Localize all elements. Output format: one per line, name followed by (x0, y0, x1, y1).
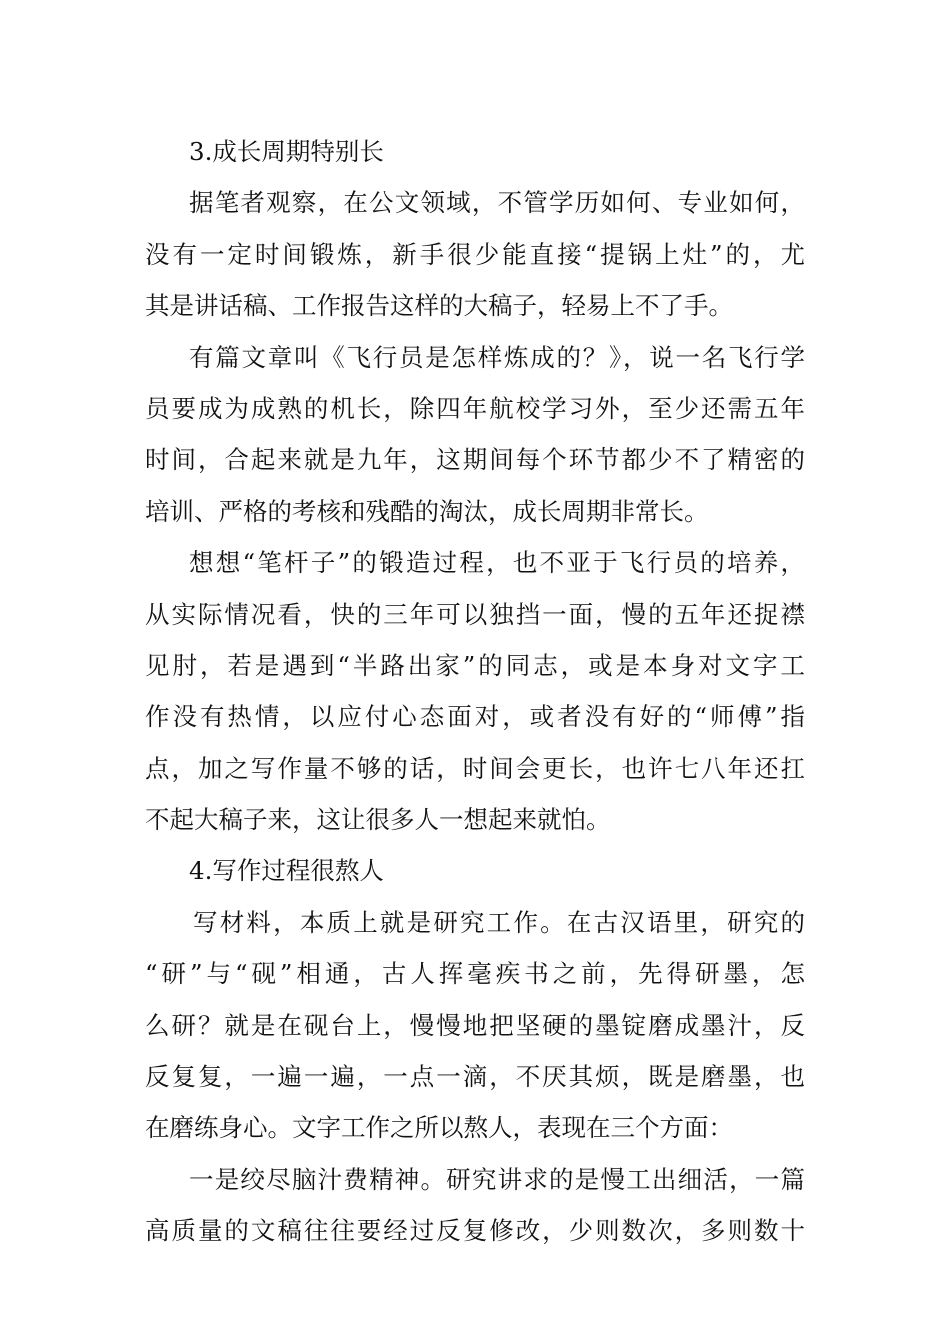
paragraph-line: “研”与“砚”相通，古人挥毫疾书之前，先得研墨，怎 (145, 959, 805, 989)
paragraph-line: 么研？就是在砚台上，慢慢地把坚硬的墨锭磨成墨汁，反 (145, 1010, 805, 1040)
document-body (145, 126, 805, 1257)
paragraph-line: 作没有热情，以应付心态面对，或者没有好的“师傅”指 (145, 702, 805, 732)
paragraph-line: 反复复，一遍一遍，一点一滴，不厌其烦，既是磨墨，也 (145, 1062, 805, 1092)
paragraph-line: 不起大稿子来，这让很多人一想起来就怕。 (145, 805, 611, 835)
paragraph-line: 一是绞尽脑汁费精神。研究讲求的是慢工出细活，一篇 (189, 1164, 805, 1194)
section-heading-4: 4.写作过程很熬人 (189, 856, 384, 886)
paragraph-line: 时间，合起来就是九年，这期间每个环节都少不了精密的 (145, 445, 805, 475)
paragraph-line: 想想“笔杆子”的锻造过程，也不亚于飞行员的培养， (189, 548, 805, 578)
paragraph-line: 员要成为成熟的机长，除四年航校学习外，至少还需五年 (145, 393, 805, 423)
paragraph-line: 见肘，若是遇到“半路出家”的同志，或是本身对文字工 (145, 650, 805, 680)
paragraph-line: 培训、严格的考核和残酷的淘汰，成长周期非常长。 (145, 496, 709, 526)
paragraph-line: 写材料，本质上就是研究工作。在古汉语里，研究的 (193, 907, 805, 937)
section-heading-3: 3.成长周期特别长 (189, 137, 384, 166)
paragraph-line: 在磨练身心。文字工作之所以熬人，表现在三个方面： (145, 1113, 733, 1143)
paragraph-line: 从实际情况看，快的三年可以独挡一面，慢的五年还捉襟 (145, 599, 805, 629)
paragraph-line: 没有一定时间锻炼，新手很少能直接“提锅上灶”的，尤 (145, 239, 805, 269)
paragraph-line: 据笔者观察，在公文领域，不管学历如何、专业如何， (189, 188, 805, 218)
paragraph-line: 有篇文章叫《飞行员是怎样炼成的？》，说一名飞行学 (189, 342, 805, 372)
paragraph-line: 高质量的文稿往往要经过反复修改，少则数次，多则数十 (145, 1216, 805, 1246)
paragraph-line: 点，加之写作量不够的话，时间会更长，也许七八年还扛 (145, 753, 805, 783)
paragraph-line: 其是讲话稿、工作报告这样的大稿子，轻易上不了手。 (145, 291, 733, 321)
